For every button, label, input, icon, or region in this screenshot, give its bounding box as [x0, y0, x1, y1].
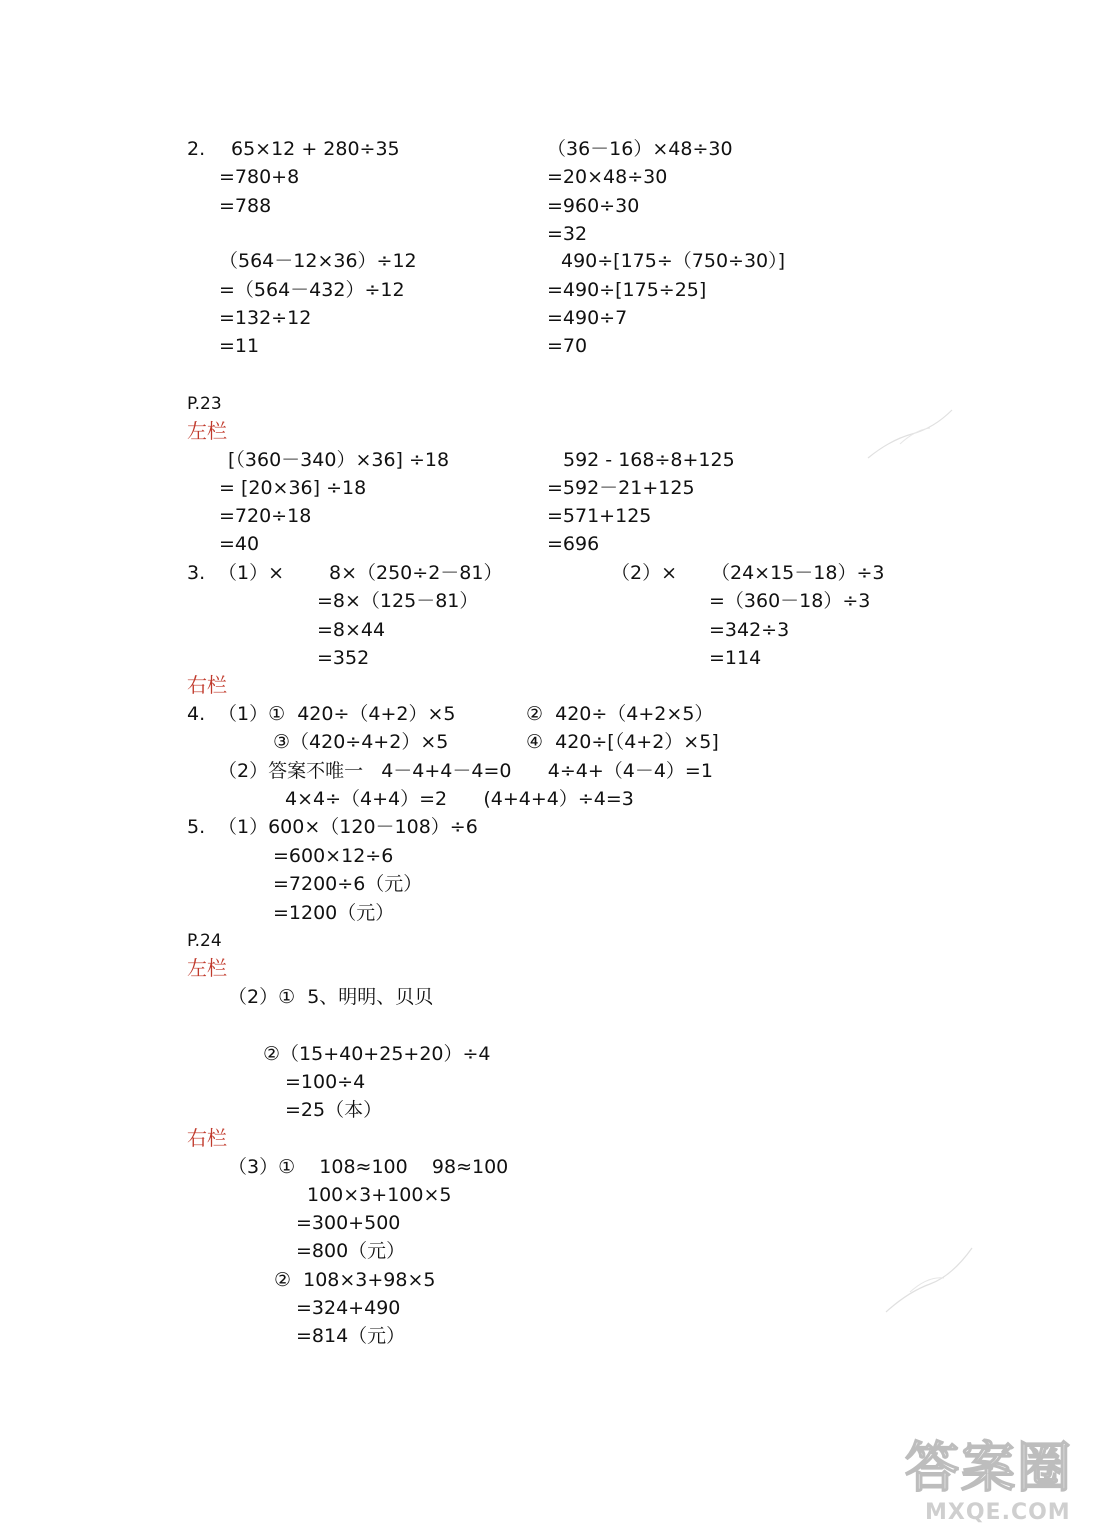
- solution-line: [（360－340）×36] ÷18: [228, 449, 450, 471]
- solution-line: ② 420÷（4+2×5）: [526, 703, 714, 725]
- solution-line: （3）① 108≈100 98≈100: [228, 1156, 509, 1178]
- pencil-scribble-top: [860, 400, 960, 470]
- solution-line: =20×48÷30: [547, 166, 668, 188]
- solution-line: =70: [547, 335, 588, 357]
- solution-line: （1）×: [218, 562, 285, 584]
- section-label: 右栏: [187, 1126, 227, 1150]
- solution-line: =352: [317, 647, 370, 669]
- solution-line: =32: [547, 223, 588, 245]
- solution-line: 490÷[175÷（750÷30）]: [561, 250, 786, 272]
- solution-line: 4.: [187, 703, 206, 725]
- site-watermark: [899, 1434, 1099, 1530]
- solution-line: =8×44: [317, 619, 386, 641]
- solution-line: 5.: [187, 816, 206, 838]
- solution-line: =132÷12: [219, 307, 312, 329]
- solution-line: =25（本）: [285, 1099, 383, 1121]
- solution-line: =100÷4: [285, 1071, 366, 1093]
- solution-line: =40: [219, 533, 260, 555]
- solution-line: 8×（250÷2－81）: [329, 562, 503, 584]
- solution-line: 65×12 + 280÷35: [231, 138, 400, 160]
- solution-line: =600×12÷6: [273, 845, 394, 867]
- section-label: 左栏: [187, 956, 227, 980]
- watermark-url: MXQE.COM: [925, 1500, 1071, 1525]
- solution-line: ② 108×3+98×5: [274, 1269, 436, 1291]
- solution-line: 592 - 168÷8+125: [563, 449, 735, 471]
- pencil-scribble-bottom: [880, 1240, 980, 1320]
- solution-line: =696: [547, 533, 600, 555]
- solution-line: =7200÷6（元）: [273, 873, 423, 895]
- page-number: P.23: [187, 394, 222, 414]
- solution-line: ④ 420÷[（4+2）×5]: [526, 731, 719, 753]
- solution-line: （24×15－18）÷3: [711, 562, 885, 584]
- solution-line: ②（15+40+25+20）÷4: [263, 1043, 491, 1065]
- solution-line: （564－12×36）÷12: [219, 250, 417, 272]
- solution-line: （2）① 5、明明、贝贝: [228, 986, 434, 1008]
- solution-line: =342÷3: [709, 619, 790, 641]
- solution-line: 2.: [187, 138, 206, 160]
- solution-line: （36－16）×48÷30: [547, 138, 733, 160]
- solution-line: =490÷[175÷25]: [547, 279, 707, 301]
- solution-line: =490÷7: [547, 307, 628, 329]
- solution-line: =788: [219, 195, 272, 217]
- solution-line: =592－21+125: [547, 477, 695, 499]
- solution-line: = [20×36] ÷18: [219, 477, 367, 499]
- section-label: 左栏: [187, 419, 227, 443]
- solution-line: =780+8: [219, 166, 300, 188]
- solution-line: =720÷18: [219, 505, 312, 527]
- solution-line: 100×3+100×5: [307, 1184, 452, 1206]
- solution-line: （1）600×（120－108）÷6: [218, 816, 478, 838]
- solution-line: =（564－432）÷12: [219, 279, 405, 301]
- solution-line: =8×（125－81）: [317, 590, 479, 612]
- solution-line: =11: [219, 335, 260, 357]
- solution-line: =（360－18）÷3: [709, 590, 871, 612]
- watermark-logo-text: 答案圈: [905, 1436, 1073, 1499]
- solution-line: =814（元）: [296, 1325, 406, 1347]
- solution-line: 4×4÷（4+4）=2 (4+4+4）÷4=3: [285, 788, 634, 810]
- solution-line: （2）×: [611, 562, 678, 584]
- page-number: P.24: [187, 931, 222, 951]
- solution-line: =960÷30: [547, 195, 640, 217]
- solution-line: （2）答案不唯一 4－4+4－4=0 4÷4+（4－4）=1: [218, 760, 713, 782]
- solution-line: （1）① 420÷（4+2）×5: [218, 703, 456, 725]
- solution-line: =1200（元）: [273, 902, 395, 924]
- solution-line: 3.: [187, 562, 206, 584]
- solution-line: =114: [709, 647, 762, 669]
- solution-line: =800（元）: [296, 1240, 406, 1262]
- solution-line: ③（420÷4+2）×5: [273, 731, 449, 753]
- solution-line: =300+500: [296, 1212, 401, 1234]
- solution-line: =324+490: [296, 1297, 401, 1319]
- section-label: 右栏: [187, 673, 227, 697]
- solution-line: =571+125: [547, 505, 652, 527]
